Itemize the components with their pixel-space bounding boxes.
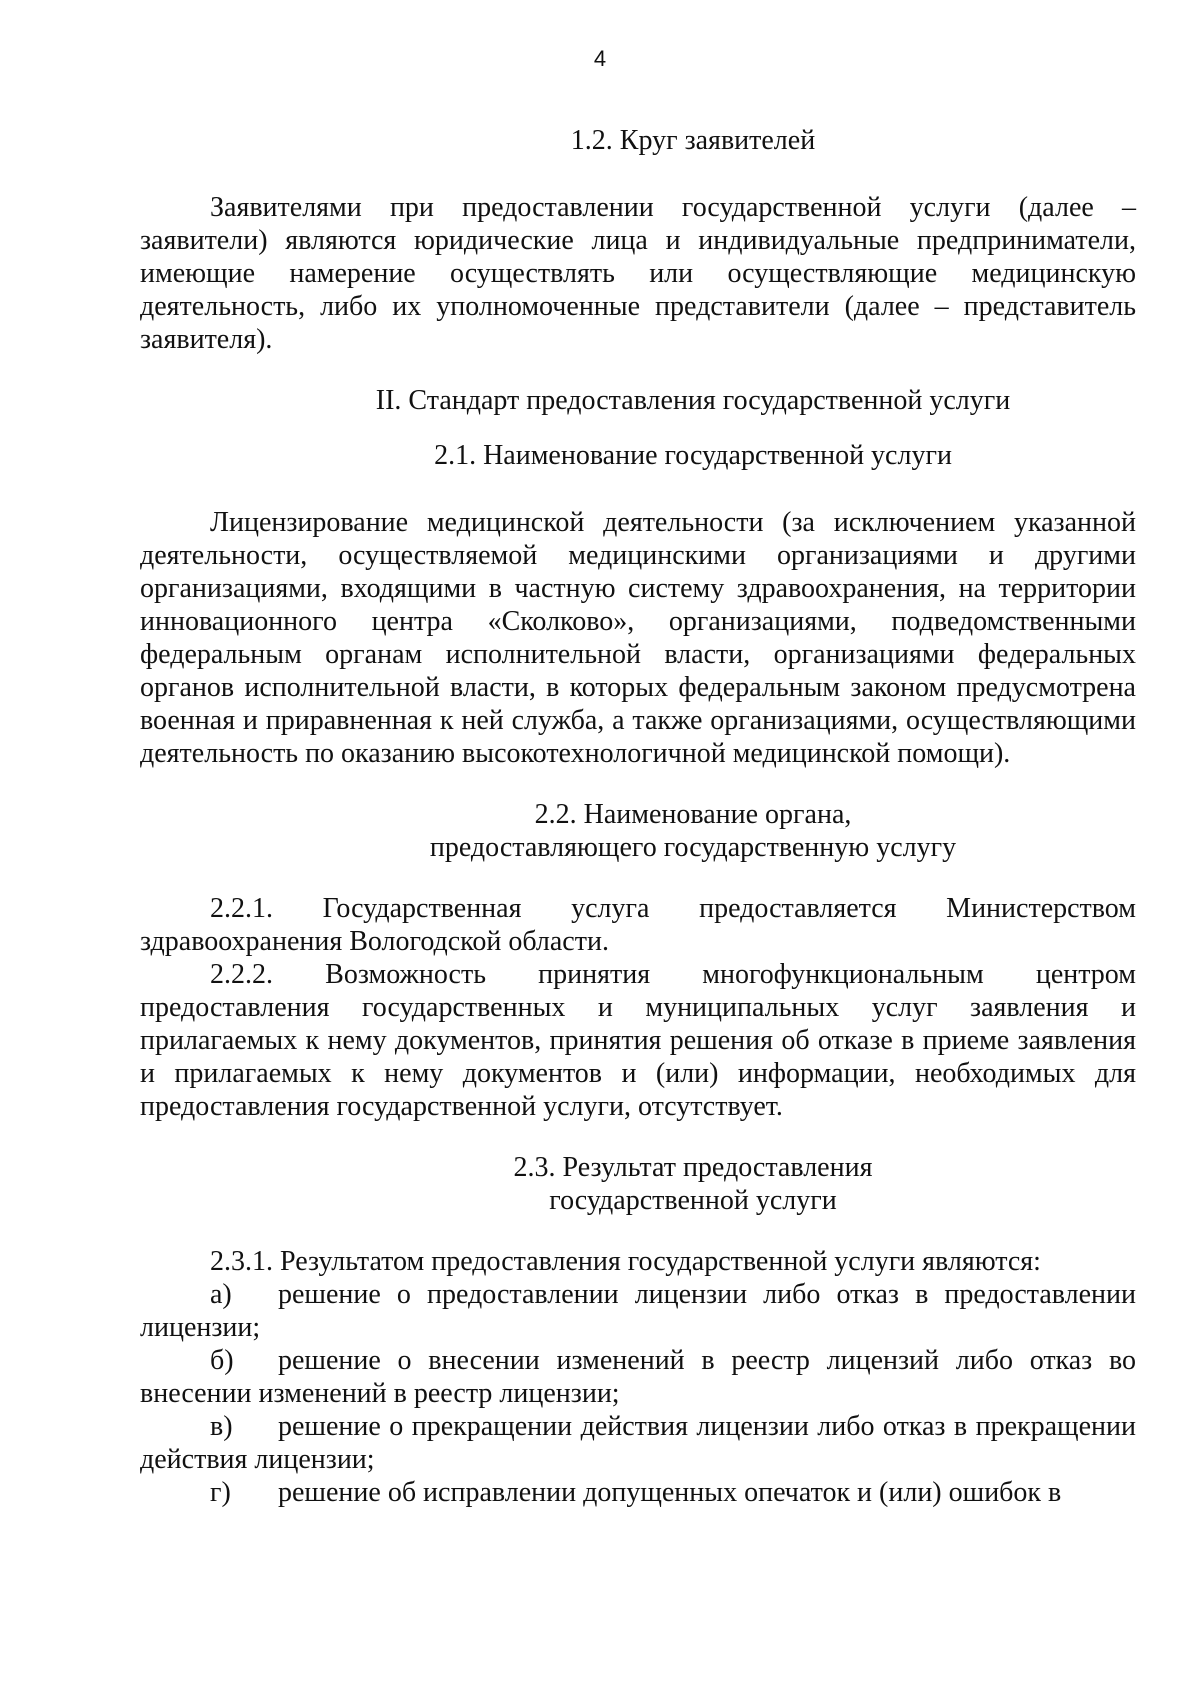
section-heading-2-3-line2: государственной услуги (549, 1185, 837, 1216)
paragraph-service-name: Лицензирование медицинской деятельности (за исключением указанной деятельности, осуществляемой медицинскими организациями и другими организациями, входящими в частную систему здравоохранения, на территории инновационного центра «Сколково», организациями, подведомственными федеральным органам исполнительной власти, организациями федеральных органов исполнительной власти, в которых федеральным законом предусмотрена военная и приравненная к ней служба, а также организациями, осуществляющими деятельность по оказанию высокотехнологичной медицинской помощи). (140, 507, 1136, 769)
list-item (140, 1476, 1136, 1509)
list-item-text: решение о внесении изменений в реестр лицензий либо отказ во внесении изменений в реестр лицензии; (140, 1345, 1136, 1409)
list-item-text: решение о прекращении действия лицензии либо отказ в прекращении действия лицензии; (140, 1411, 1136, 1475)
list-item-text: решение о предоставлении лицензии либо отказ в предоставлении лицензии; (140, 1279, 1136, 1343)
section-heading-1-2: 1.2. Круг заявителей (570, 125, 816, 156)
section-heading-2-3-line1: 2.3. Результат предоставления (513, 1152, 873, 1183)
section-heading-2-2-line2: предоставляющего государственную услугу (429, 832, 957, 863)
list-marker: в) (210, 1411, 233, 1442)
paragraph-2-3-1: 2.3.1. Результатом предоставления государственной услуги являются: (210, 1246, 1041, 1277)
section-heading-2-2-line1: 2.2. Наименование органа, (534, 799, 852, 830)
section-heading-2-1: 2.1. Наименование государственной услуги (434, 440, 952, 471)
paragraph-2-2-2: 2.2.2. Возможность принятия многофункциональным центром предоставления государственных и муниципальных услуг заявления и прилагаемых к нему документов, принятия решения об отказе в приеме заявления и прилагаемых к нему документов и (или) информации, необходимых для предоставления государственной услуги, отсутствует. (140, 959, 1136, 1122)
list-item (140, 1278, 1136, 1344)
section-heading-2: II. Стандарт предоставления государственной услуги (375, 385, 1011, 416)
list-marker: г) (210, 1477, 231, 1508)
paragraph-2-2-1: 2.2.1. Государственная услуга предоставляется Министерством здравоохранения Вологодской области. (140, 893, 1136, 957)
page-number: 4 (593, 46, 607, 71)
list-item (140, 1410, 1136, 1476)
document-body (140, 124, 1136, 1509)
list-marker: б) (210, 1345, 234, 1376)
list-item-text: решение об исправлении допущенных опечаток и (или) ошибок в (278, 1477, 1062, 1508)
paragraph-applicants: Заявителями при предоставлении государственной услуги (далее – заявители) являются юридические лица и индивидуальные предприниматели, имеющие намерение осуществлять или осуществляющие медицинскую деятельность, либо их уполномоченные представители (далее – представитель заявителя). (140, 192, 1136, 355)
list-marker: а) (210, 1279, 232, 1310)
list-item (140, 1344, 1136, 1410)
